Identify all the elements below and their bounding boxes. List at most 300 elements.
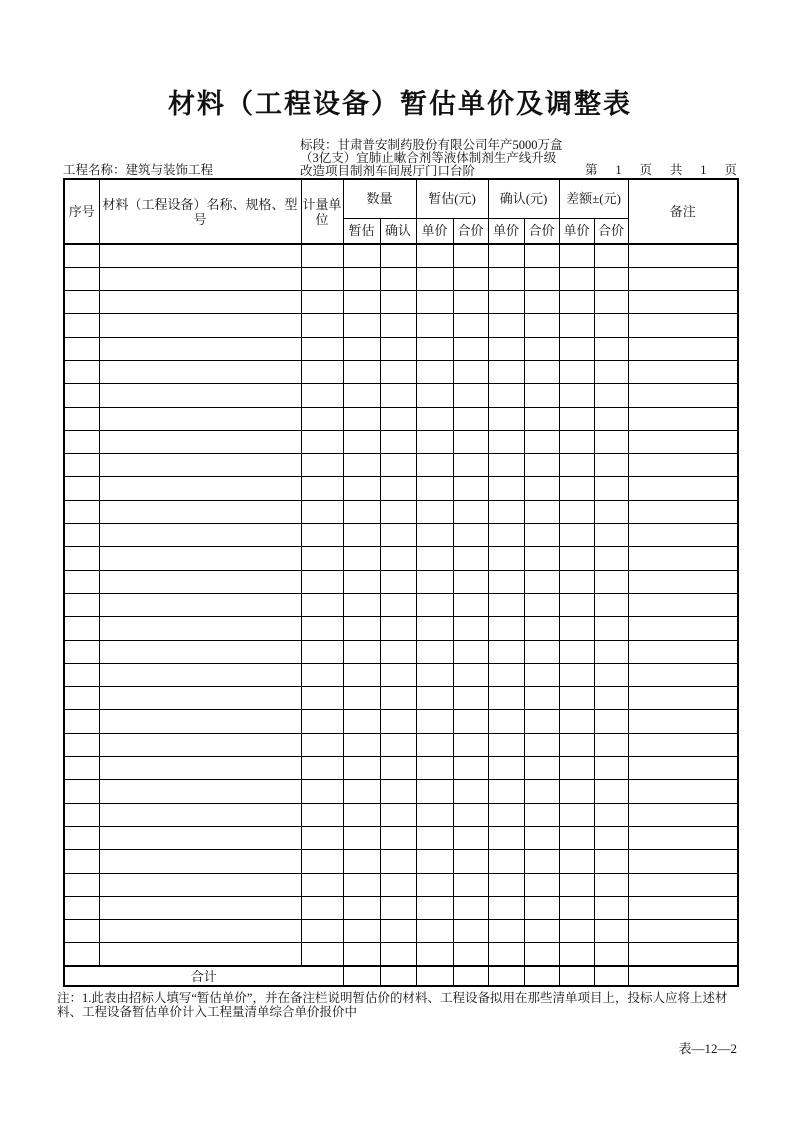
empty-cell bbox=[380, 430, 416, 453]
empty-cell bbox=[380, 826, 416, 849]
empty-cell bbox=[453, 407, 488, 430]
empty-cell bbox=[453, 384, 488, 407]
empty-cell bbox=[594, 267, 628, 290]
empty-cell bbox=[594, 524, 628, 547]
empty-cell bbox=[453, 360, 488, 383]
empty-cell bbox=[301, 524, 343, 547]
empty-cell bbox=[416, 454, 453, 477]
empty-cell bbox=[99, 500, 301, 523]
empty-cell bbox=[524, 524, 559, 547]
col-header-quantity: 数量 bbox=[343, 179, 416, 218]
empty-cell bbox=[416, 547, 453, 570]
empty-cell bbox=[453, 593, 488, 616]
empty-cell bbox=[380, 314, 416, 337]
empty-cell bbox=[594, 430, 628, 453]
col-header-provisional: 暂估(元) bbox=[416, 179, 488, 218]
empty-cell bbox=[99, 826, 301, 849]
empty-cell bbox=[488, 733, 524, 756]
empty-cell bbox=[301, 617, 343, 640]
empty-cell bbox=[99, 617, 301, 640]
empty-cell bbox=[343, 407, 380, 430]
empty-cell bbox=[416, 663, 453, 686]
empty-cell bbox=[559, 966, 594, 986]
empty-cell bbox=[453, 454, 488, 477]
empty-cell bbox=[380, 617, 416, 640]
empty-cell bbox=[453, 640, 488, 663]
page-info-part: 共 bbox=[669, 163, 683, 177]
empty-cell bbox=[380, 593, 416, 616]
empty-cell bbox=[99, 593, 301, 616]
empty-cell bbox=[559, 477, 594, 500]
empty-cell bbox=[301, 757, 343, 780]
empty-cell bbox=[453, 896, 488, 919]
empty-cell bbox=[380, 524, 416, 547]
empty-cell bbox=[594, 920, 628, 943]
empty-cell bbox=[301, 430, 343, 453]
table-row bbox=[64, 407, 738, 430]
empty-cell bbox=[488, 454, 524, 477]
empty-cell bbox=[559, 454, 594, 477]
empty-cell bbox=[453, 337, 488, 360]
empty-cell bbox=[594, 291, 628, 314]
table-row bbox=[64, 337, 738, 360]
empty-cell bbox=[99, 710, 301, 733]
empty-cell bbox=[559, 593, 594, 616]
empty-cell bbox=[380, 267, 416, 290]
empty-cell bbox=[524, 291, 559, 314]
empty-cell bbox=[524, 896, 559, 919]
empty-cell bbox=[559, 663, 594, 686]
table-row bbox=[64, 826, 738, 849]
empty-cell bbox=[453, 687, 488, 710]
empty-cell bbox=[559, 803, 594, 826]
empty-cell bbox=[488, 500, 524, 523]
empty-cell bbox=[524, 826, 559, 849]
empty-cell bbox=[380, 733, 416, 756]
empty-cell bbox=[99, 244, 301, 267]
empty-cell bbox=[416, 337, 453, 360]
empty-cell bbox=[64, 920, 99, 943]
empty-cell bbox=[64, 640, 99, 663]
empty-cell bbox=[594, 244, 628, 267]
empty-cell bbox=[594, 337, 628, 360]
empty-cell bbox=[64, 314, 99, 337]
empty-cell bbox=[488, 547, 524, 570]
empty-cell bbox=[453, 663, 488, 686]
empty-cell bbox=[99, 803, 301, 826]
empty-cell bbox=[64, 430, 99, 453]
empty-cell bbox=[488, 966, 524, 986]
empty-cell bbox=[343, 244, 380, 267]
empty-cell bbox=[628, 384, 738, 407]
empty-cell bbox=[416, 966, 453, 986]
empty-cell bbox=[559, 570, 594, 593]
empty-cell bbox=[488, 780, 524, 803]
empty-cell bbox=[453, 500, 488, 523]
page-info-part: 页 bbox=[639, 163, 653, 177]
section-line-3: 改造项目制剂车间展厅门口台阶 bbox=[300, 164, 476, 178]
empty-cell bbox=[559, 896, 594, 919]
table-row bbox=[64, 477, 738, 500]
empty-cell bbox=[488, 244, 524, 267]
empty-cell bbox=[488, 291, 524, 314]
empty-cell bbox=[301, 687, 343, 710]
empty-cell bbox=[343, 943, 380, 966]
empty-cell bbox=[380, 337, 416, 360]
empty-cell bbox=[559, 524, 594, 547]
project-name: 工程名称：建筑与装饰工程 bbox=[63, 163, 214, 177]
empty-cell bbox=[594, 454, 628, 477]
empty-cell bbox=[416, 896, 453, 919]
total-label-cell: 合计 bbox=[64, 966, 343, 986]
empty-cell bbox=[343, 454, 380, 477]
empty-cell bbox=[301, 500, 343, 523]
empty-cell bbox=[524, 314, 559, 337]
empty-cell bbox=[594, 314, 628, 337]
empty-cell bbox=[453, 244, 488, 267]
empty-cell bbox=[488, 267, 524, 290]
empty-cell bbox=[99, 267, 301, 290]
empty-cell bbox=[594, 663, 628, 686]
empty-cell bbox=[488, 896, 524, 919]
section-block bbox=[300, 139, 563, 178]
empty-cell bbox=[380, 663, 416, 686]
table-row bbox=[64, 733, 738, 756]
empty-cell bbox=[380, 803, 416, 826]
empty-cell bbox=[488, 337, 524, 360]
empty-cell bbox=[343, 547, 380, 570]
table-row bbox=[64, 291, 738, 314]
form-code: 表—12—2 bbox=[678, 1041, 737, 1056]
empty-cell bbox=[380, 384, 416, 407]
empty-cell bbox=[99, 896, 301, 919]
empty-cell bbox=[453, 477, 488, 500]
empty-cell bbox=[343, 384, 380, 407]
empty-cell bbox=[559, 733, 594, 756]
page-info-part: 页 bbox=[724, 163, 737, 177]
empty-cell bbox=[628, 454, 738, 477]
empty-cell bbox=[343, 920, 380, 943]
empty-cell bbox=[64, 407, 99, 430]
empty-cell bbox=[99, 524, 301, 547]
empty-cell bbox=[416, 943, 453, 966]
empty-cell bbox=[380, 360, 416, 383]
empty-cell bbox=[594, 826, 628, 849]
empty-cell bbox=[99, 360, 301, 383]
empty-cell bbox=[64, 873, 99, 896]
empty-cell bbox=[380, 687, 416, 710]
empty-cell bbox=[524, 477, 559, 500]
table-row bbox=[64, 803, 738, 826]
table-row bbox=[64, 896, 738, 919]
empty-cell bbox=[99, 314, 301, 337]
adjustment-table bbox=[63, 178, 739, 987]
table-row bbox=[64, 547, 738, 570]
empty-cell bbox=[524, 943, 559, 966]
empty-cell bbox=[524, 803, 559, 826]
empty-cell bbox=[99, 943, 301, 966]
empty-cell bbox=[343, 570, 380, 593]
table-row bbox=[64, 943, 738, 966]
empty-cell bbox=[453, 757, 488, 780]
empty-cell bbox=[559, 873, 594, 896]
empty-cell bbox=[559, 267, 594, 290]
empty-cell bbox=[524, 454, 559, 477]
empty-cell bbox=[628, 593, 738, 616]
empty-cell bbox=[380, 920, 416, 943]
empty-cell bbox=[488, 314, 524, 337]
empty-cell bbox=[343, 314, 380, 337]
table-row bbox=[64, 244, 738, 267]
empty-cell bbox=[64, 570, 99, 593]
empty-cell bbox=[559, 430, 594, 453]
table-row bbox=[64, 314, 738, 337]
empty-cell bbox=[453, 524, 488, 547]
empty-cell bbox=[416, 477, 453, 500]
empty-cell bbox=[343, 757, 380, 780]
empty-cell bbox=[64, 943, 99, 966]
empty-cell bbox=[594, 757, 628, 780]
empty-cell bbox=[524, 850, 559, 873]
empty-cell bbox=[559, 407, 594, 430]
empty-cell bbox=[380, 850, 416, 873]
empty-cell bbox=[99, 570, 301, 593]
empty-cell bbox=[64, 826, 99, 849]
empty-cell bbox=[64, 454, 99, 477]
empty-cell bbox=[64, 360, 99, 383]
empty-cell bbox=[559, 547, 594, 570]
total-row bbox=[64, 966, 738, 986]
table-row bbox=[64, 873, 738, 896]
empty-cell bbox=[524, 337, 559, 360]
empty-cell bbox=[301, 896, 343, 919]
empty-cell bbox=[99, 733, 301, 756]
empty-cell bbox=[380, 943, 416, 966]
empty-cell bbox=[628, 337, 738, 360]
empty-cell bbox=[64, 617, 99, 640]
empty-cell bbox=[380, 547, 416, 570]
empty-cell bbox=[559, 314, 594, 337]
empty-cell bbox=[524, 617, 559, 640]
table-row bbox=[64, 920, 738, 943]
empty-cell bbox=[628, 850, 738, 873]
empty-cell bbox=[380, 454, 416, 477]
empty-cell bbox=[628, 803, 738, 826]
empty-cell bbox=[99, 780, 301, 803]
empty-cell bbox=[343, 966, 380, 986]
empty-cell bbox=[64, 500, 99, 523]
page-info-part: 1 bbox=[700, 163, 707, 177]
empty-cell bbox=[64, 757, 99, 780]
empty-cell bbox=[343, 337, 380, 360]
empty-cell bbox=[416, 617, 453, 640]
empty-cell bbox=[380, 407, 416, 430]
empty-cell bbox=[594, 687, 628, 710]
empty-cell bbox=[524, 966, 559, 986]
empty-cell bbox=[628, 617, 738, 640]
empty-cell bbox=[594, 500, 628, 523]
empty-cell bbox=[628, 826, 738, 849]
empty-cell bbox=[64, 850, 99, 873]
empty-cell bbox=[559, 850, 594, 873]
empty-cell bbox=[488, 407, 524, 430]
page-info-part: 1 bbox=[615, 163, 622, 177]
empty-cell bbox=[343, 780, 380, 803]
empty-cell bbox=[594, 617, 628, 640]
empty-cell bbox=[99, 757, 301, 780]
empty-cell bbox=[488, 640, 524, 663]
empty-cell bbox=[559, 826, 594, 849]
empty-cell bbox=[64, 896, 99, 919]
empty-cell bbox=[64, 733, 99, 756]
empty-cell bbox=[301, 244, 343, 267]
empty-cell bbox=[559, 780, 594, 803]
empty-cell bbox=[99, 640, 301, 663]
empty-cell bbox=[99, 547, 301, 570]
empty-cell bbox=[343, 500, 380, 523]
empty-cell bbox=[594, 733, 628, 756]
empty-cell bbox=[524, 267, 559, 290]
subcol-prov-unit-price: 单价 bbox=[416, 218, 453, 244]
empty-cell bbox=[488, 920, 524, 943]
empty-cell bbox=[64, 384, 99, 407]
empty-cell bbox=[64, 663, 99, 686]
empty-cell bbox=[301, 477, 343, 500]
empty-cell bbox=[488, 570, 524, 593]
empty-cell bbox=[99, 454, 301, 477]
empty-cell bbox=[380, 780, 416, 803]
empty-cell bbox=[64, 524, 99, 547]
empty-cell bbox=[416, 780, 453, 803]
subcol-qty-provisional: 暂估 bbox=[343, 218, 380, 244]
empty-cell bbox=[301, 943, 343, 966]
empty-cell bbox=[453, 826, 488, 849]
empty-cell bbox=[488, 360, 524, 383]
empty-cell bbox=[64, 687, 99, 710]
empty-cell bbox=[343, 360, 380, 383]
empty-cell bbox=[628, 407, 738, 430]
empty-cell bbox=[416, 873, 453, 896]
empty-cell bbox=[64, 267, 99, 290]
empty-cell bbox=[301, 733, 343, 756]
empty-cell bbox=[488, 663, 524, 686]
empty-cell bbox=[343, 803, 380, 826]
empty-cell bbox=[380, 757, 416, 780]
empty-cell bbox=[301, 640, 343, 663]
empty-cell bbox=[594, 477, 628, 500]
empty-cell bbox=[628, 291, 738, 314]
empty-cell bbox=[594, 593, 628, 616]
empty-cell bbox=[488, 524, 524, 547]
col-header-index: 序号 bbox=[64, 179, 99, 244]
empty-cell bbox=[524, 593, 559, 616]
empty-cell bbox=[453, 617, 488, 640]
empty-cell bbox=[559, 360, 594, 383]
empty-cell bbox=[64, 291, 99, 314]
empty-cell bbox=[453, 314, 488, 337]
empty-cell bbox=[380, 244, 416, 267]
table-row bbox=[64, 710, 738, 733]
table-row bbox=[64, 454, 738, 477]
empty-cell bbox=[524, 244, 559, 267]
empty-cell bbox=[559, 617, 594, 640]
table-row bbox=[64, 780, 738, 803]
empty-cell bbox=[559, 384, 594, 407]
empty-cell bbox=[301, 826, 343, 849]
table-row bbox=[64, 850, 738, 873]
empty-cell bbox=[416, 710, 453, 733]
col-header-name-spec: 材料（工程设备）名称、规格、型号 bbox=[99, 179, 301, 244]
empty-cell bbox=[380, 570, 416, 593]
table-row bbox=[64, 570, 738, 593]
empty-cell bbox=[343, 733, 380, 756]
empty-cell bbox=[453, 920, 488, 943]
table-body bbox=[64, 244, 738, 966]
empty-cell bbox=[628, 314, 738, 337]
empty-cell bbox=[99, 663, 301, 686]
empty-cell bbox=[416, 570, 453, 593]
empty-cell bbox=[99, 291, 301, 314]
col-header-difference: 差额±(元) bbox=[559, 179, 628, 218]
empty-cell bbox=[524, 663, 559, 686]
empty-cell bbox=[453, 850, 488, 873]
empty-cell bbox=[628, 687, 738, 710]
empty-cell bbox=[301, 360, 343, 383]
empty-cell bbox=[380, 640, 416, 663]
empty-cell bbox=[99, 873, 301, 896]
table-row bbox=[64, 617, 738, 640]
empty-cell bbox=[453, 570, 488, 593]
empty-cell bbox=[343, 477, 380, 500]
empty-cell bbox=[343, 640, 380, 663]
empty-cell bbox=[99, 850, 301, 873]
empty-cell bbox=[488, 826, 524, 849]
section-line-1: 标段：甘肃普安制药股份有限公司年产5000万盒 bbox=[300, 138, 563, 152]
empty-cell bbox=[99, 477, 301, 500]
empty-cell bbox=[380, 477, 416, 500]
empty-cell bbox=[301, 291, 343, 314]
empty-cell bbox=[628, 710, 738, 733]
empty-cell bbox=[301, 337, 343, 360]
empty-cell bbox=[64, 803, 99, 826]
empty-cell bbox=[416, 803, 453, 826]
empty-cell bbox=[594, 570, 628, 593]
empty-cell bbox=[628, 524, 738, 547]
table-row bbox=[64, 500, 738, 523]
empty-cell bbox=[453, 547, 488, 570]
meta-header bbox=[63, 138, 737, 178]
table-row bbox=[64, 267, 738, 290]
empty-cell bbox=[301, 850, 343, 873]
empty-cell bbox=[524, 360, 559, 383]
empty-cell bbox=[343, 687, 380, 710]
empty-cell bbox=[301, 803, 343, 826]
empty-cell bbox=[416, 757, 453, 780]
empty-cell bbox=[488, 873, 524, 896]
empty-cell bbox=[594, 873, 628, 896]
empty-cell bbox=[416, 407, 453, 430]
empty-cell bbox=[559, 640, 594, 663]
table-row bbox=[64, 640, 738, 663]
empty-cell bbox=[628, 430, 738, 453]
empty-cell bbox=[524, 500, 559, 523]
empty-cell bbox=[416, 360, 453, 383]
empty-cell bbox=[628, 663, 738, 686]
empty-cell bbox=[343, 267, 380, 290]
empty-cell bbox=[488, 593, 524, 616]
empty-cell bbox=[594, 640, 628, 663]
empty-cell bbox=[628, 640, 738, 663]
